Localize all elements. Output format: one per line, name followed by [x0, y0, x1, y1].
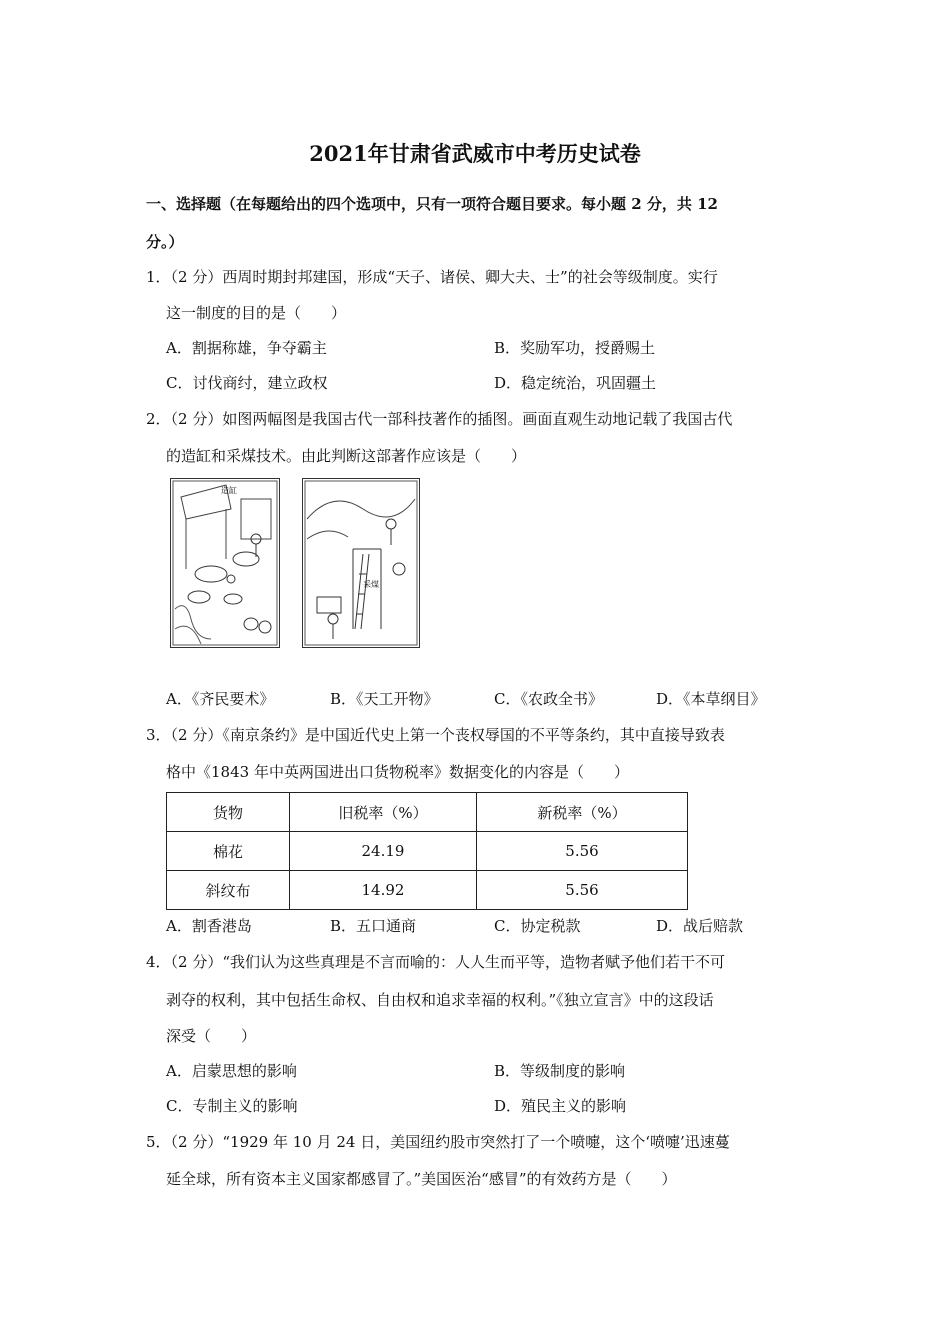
- illustration-jar-making: [170, 478, 280, 648]
- q3-stem-line1: 3．（2 分）《南京条约》是中国近代史上第一个丧权辱国的不平等条约，其中直接导致表: [146, 726, 725, 744]
- q4-stem-line3: 深受（ ）: [166, 1027, 257, 1045]
- table-cell: 棉花: [167, 832, 290, 871]
- table-cell: 斜纹布: [167, 871, 290, 910]
- table-header-cell: 新税率（%）: [477, 793, 688, 832]
- table-cell: 5.56: [477, 832, 688, 871]
- table-row: [167, 832, 688, 871]
- q4-stem-line1: 4．（2 分）“我们认为这些真理是不言而喻的：人人生而平等，造物者赋予他们若干不可: [146, 953, 726, 971]
- jar-making-caption: 造缸: [221, 486, 237, 495]
- table-header-row: [167, 793, 688, 832]
- q1-option-d[interactable]: D．稳定统治，巩固疆土: [494, 374, 657, 392]
- q5-stem-line1: 5．（2 分）“1929 年 10 月 24 日，美国纽约股市突然打了一个喷嚏，这个‘喷嚏’迅速蔓: [146, 1133, 730, 1151]
- table-header-cell: 旧税率（%）: [290, 793, 477, 832]
- q4-option-a[interactable]: A．启蒙思想的影响: [166, 1062, 297, 1080]
- q2-option-b[interactable]: B．《天工开物》: [330, 690, 439, 708]
- q3-option-c[interactable]: C．协定税款: [494, 917, 581, 935]
- q5-stem-line2: 延全球，所有资本主义国家都感冒了。”美国医治“感冒”的有效药方是（ ）: [166, 1170, 677, 1188]
- q2-stem-line2: 的造缸和采煤技术。由此判断这部著作应该是（ ）: [166, 447, 527, 465]
- page-title: 2021年甘肃省武威市中考历史试卷: [309, 141, 641, 166]
- q3-option-d[interactable]: D．战后赔款: [656, 917, 744, 935]
- q4-stem-line2: 剥夺的权利，其中包括生命权、自由权和追求幸福的权利。”《独立宣言》中的这段话: [166, 991, 714, 1009]
- q2-option-d[interactable]: D．《本草纲目》: [656, 690, 766, 708]
- q4-option-d[interactable]: D．殖民主义的影响: [494, 1097, 627, 1115]
- q4-option-c[interactable]: C．专制主义的影响: [166, 1097, 298, 1115]
- q3-stem-line2: 格中《1843 年中英两国进出口货物税率》数据变化的内容是（ ）: [166, 763, 629, 781]
- q3-option-a[interactable]: A．割香港岛: [166, 917, 252, 935]
- table-cell: 14.92: [290, 871, 477, 910]
- illustration-coal-mining: [302, 478, 420, 648]
- section-heading-line1: 一、选择题（在每题给出的四个选项中，只有一项符合题目要求。每小题 2 分，共 12: [146, 195, 718, 213]
- table-cell: 5.56: [477, 871, 688, 910]
- table-cell: 24.19: [290, 832, 477, 871]
- q3-option-b[interactable]: B．五口通商: [330, 917, 417, 935]
- tax-rate-table: [166, 792, 688, 910]
- q1-option-b[interactable]: B．奖励军功，授爵赐土: [494, 339, 656, 357]
- table-row: [167, 871, 688, 910]
- jar-making-drawing: [171, 479, 279, 647]
- q2-option-c[interactable]: C．《农政全书》: [494, 690, 603, 708]
- q2-stem-line1: 2．（2 分）如图两幅图是我国古代一部科技著作的插图。画面直观生动地记载了我国古代: [146, 410, 733, 428]
- coal-mining-caption: 采煤: [363, 580, 379, 589]
- q4-option-b[interactable]: B．等级制度的影响: [494, 1062, 626, 1080]
- q1-option-a[interactable]: A．割据称雄，争夺霸主: [166, 339, 327, 357]
- coal-mining-drawing: [303, 479, 419, 647]
- q1-option-c[interactable]: C．讨伐商纣，建立政权: [166, 374, 328, 392]
- section-heading-line2: 分。）: [146, 233, 184, 251]
- q1-stem-line2: 这一制度的目的是（ ）: [166, 304, 347, 322]
- q2-option-a[interactable]: A．《齐民要术》: [166, 690, 275, 708]
- q1-stem-line1: 1．（2 分）西周时期封邦建国，形成“天子、诸侯、卿大夫、士”的社会等级制度。实行: [146, 268, 718, 286]
- table-header-cell: 货物: [167, 793, 290, 832]
